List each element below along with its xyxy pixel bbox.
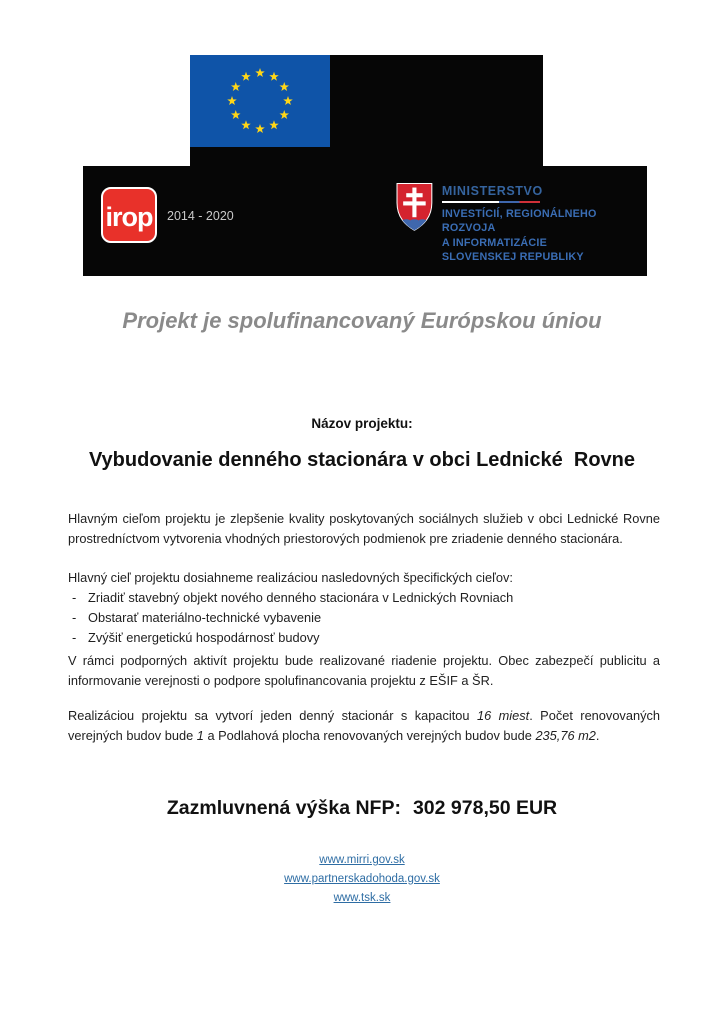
goals-intro: Hlavný cieľ projektu dosiahneme realizáciou nasledovných špecifických cieľov: (68, 570, 513, 585)
funding-amount: 302 978,50 EUR (412, 797, 558, 819)
links-section (0, 851, 724, 908)
ministry-logo (396, 181, 647, 264)
paragraph-main-goal: Hlavným cieľom projektu je zlepšenie kvality poskytovaných sociálnych služieb v obci Lednické Rovne prostredníctvom vytvorenia vhodných priestorových podmienok pre zriadenie denného stacionára. (68, 511, 660, 546)
irop-logo-label: irop (105, 201, 153, 232)
paragraph-results (68, 706, 660, 746)
irop-period-label: 2014 - 2020 (167, 209, 234, 223)
results-capacity-value: 16 miest (476, 708, 530, 723)
results-seg1: Realizáciou projektu sa vytvorí jeden denný stacionár s kapacitou (68, 708, 477, 723)
specific-goals-section (68, 568, 660, 648)
goal-text: Obstarať materiálno-technické vybavenie (88, 610, 322, 625)
results-floor-area: 235,76 m2 (535, 728, 596, 743)
tricolor-divider (442, 201, 540, 203)
funding-label: Zazmluvnená výška NFP: (166, 797, 401, 819)
bullet-dash: - (72, 590, 77, 605)
project-name-label: Názov projektu: (311, 416, 413, 431)
list-item (68, 628, 660, 648)
funding-heading (0, 797, 724, 820)
results-buildings-count: 1 (196, 728, 204, 743)
results-seg7: . (595, 728, 600, 743)
goal-text: Zriadiť stavebný objekt nového denného stacionára v Lednických Rovniach (88, 590, 514, 605)
ministry-line1: MINISTERSTVO (441, 184, 543, 198)
bullet-dash: - (72, 630, 77, 645)
project-title: Vybudovanie denného stacionára v obci Lednické Rovne (88, 449, 636, 471)
ministry-line4: SLOVENSKEJ REPUBLIKY (441, 250, 584, 263)
ministry-line3: A INFORMATIZÁCIE (441, 236, 548, 249)
eu-flag-block (190, 55, 543, 166)
logo-banner (83, 166, 647, 276)
ministry-wordmark (442, 181, 647, 264)
results-seg5: a Podlahová plocha renovovaných verejných budov bude (203, 728, 536, 743)
list-item (68, 608, 660, 628)
cofinance-heading: Projekt je spolufinancovaný Európskou úniou (122, 308, 602, 333)
slovak-coat-of-arms-icon (396, 181, 433, 233)
eu-flag (190, 55, 330, 147)
list-item (68, 588, 660, 608)
link-tsk[interactable]: www.tsk.sk (333, 892, 391, 904)
bullet-dash: - (72, 610, 77, 625)
ministry-line2: INVESTÍCIÍ, REGIONÁLNEHO ROZVOJA (441, 208, 597, 235)
paragraph-support-activities: V rámci podporných aktivít projektu bude realizované riadenie projektu. Obec zabezpečí publicitu a informovanie verejnosti o podpore spolufinancovania projektu z EŠIF a ŠR. (68, 653, 660, 688)
link-partnerskadohoda[interactable]: www.partnerskadohoda.gov.sk (284, 873, 440, 885)
irop-logo (101, 187, 157, 243)
link-mirri[interactable]: www.mirri.gov.sk (319, 854, 405, 866)
results-seg3: . Počet renovovaných verejných budov bude (68, 708, 660, 743)
goal-text: Zvýšiť energetickú hospodárnosť budovy (88, 630, 320, 645)
